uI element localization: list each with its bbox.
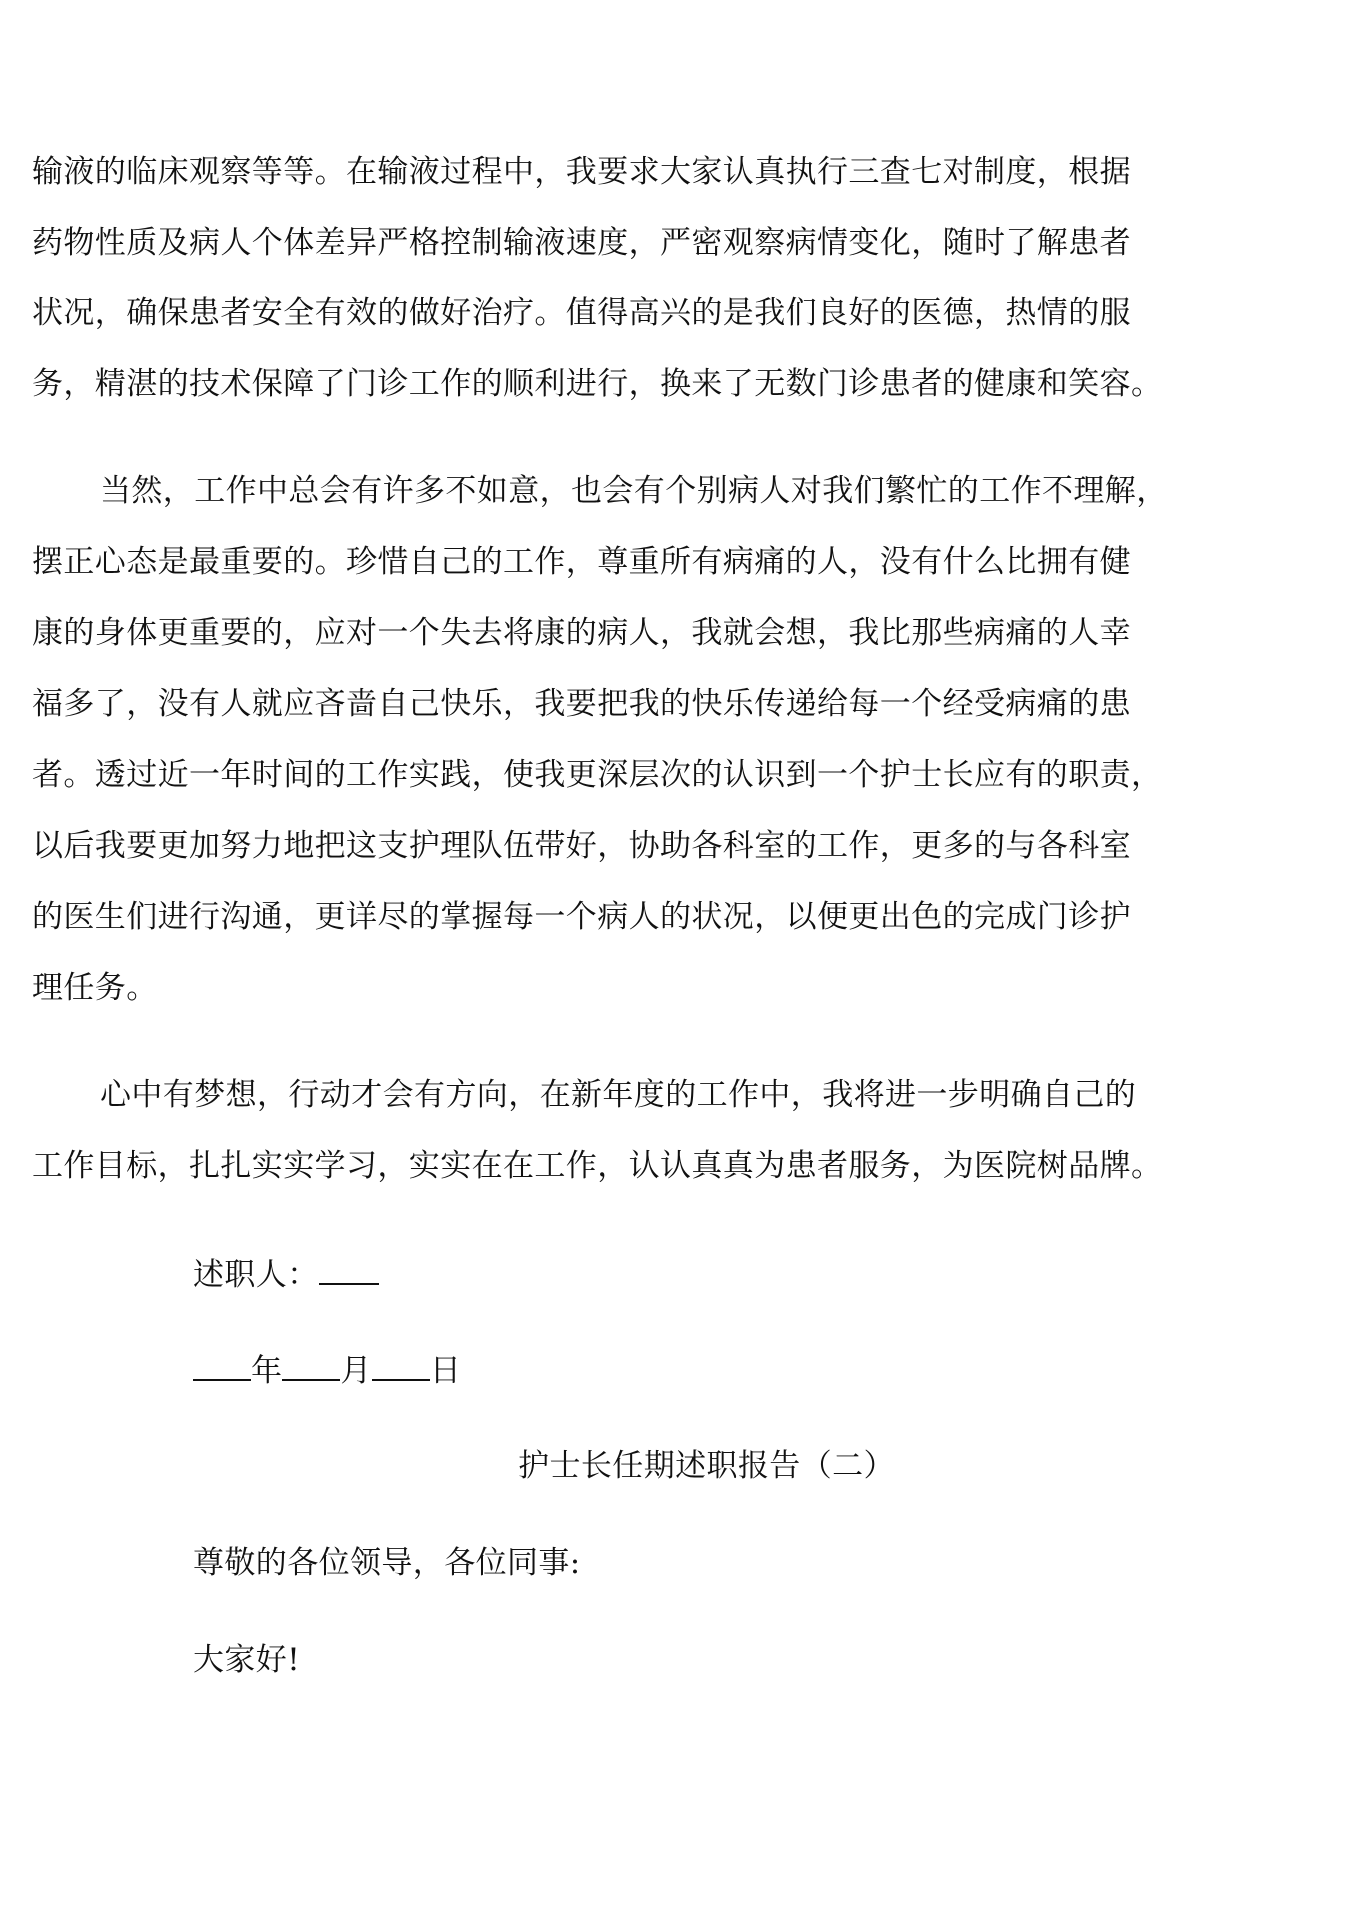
month-blank [282, 1349, 340, 1381]
paragraph-2-line-5: 者。透过近一年时间的工作实践，使我更深层次的认识到一个护士长应有的职责， [32, 757, 1163, 793]
paragraph-1-line-2: 药物性质及病人个体差异严格控制输液速度，严密观察病情变化，随时了解患者 [32, 225, 1131, 261]
paragraph-2-line-3: 康的身体更重要的，应对一个失去将康的病人，我就会想，我比那些病痛的人幸 [32, 615, 1131, 651]
year-label: 年 [251, 1353, 283, 1389]
paragraph-3-line-2: 工作目标，扎扎实实学习，实实在在工作，认认真真为患者服务，为医院树品牌。 [32, 1148, 1163, 1184]
paragraph-2-line-1: 当然，工作中总会有许多不如意，也会有个别病人对我们繁忙的工作不理解， [100, 473, 1168, 509]
day-blank [372, 1349, 430, 1381]
signature-blank [319, 1253, 379, 1285]
month-label: 月 [340, 1353, 372, 1389]
signature-label: 述职人： [193, 1257, 319, 1293]
paragraph-2-line-8: 理任务。 [32, 970, 158, 1006]
paragraph-2-line-4: 福多了，没有人就应吝啬自己快乐，我要把我的快乐传递给每一个经受病痛的患 [32, 686, 1131, 722]
section-2-title: 护士长任期述职报告（二） [518, 1448, 895, 1484]
day-label: 日 [429, 1353, 462, 1389]
signature-line [193, 1253, 1333, 1295]
paragraph-2-line-2: 摆正心态是最重要的。珍惜自己的工作，尊重所有病痛的人，没有什么比拥有健 [32, 544, 1131, 580]
year-blank [193, 1349, 251, 1381]
paragraph-2-line-6: 以后我要更加努力地把这支护理队伍带好，协助各科室的工作，更多的与各科室 [32, 828, 1131, 864]
greeting: 大家好! [193, 1642, 301, 1678]
paragraph-3-line-1: 心中有梦想，行动才会有方向，在新年度的工作中，我将进一步明确自己的 [100, 1077, 1137, 1113]
paragraph-1-line-3: 状况，确保患者安全有效的做好治疗。值得高兴的是我们良好的医德，热情的服 [32, 295, 1131, 331]
salutation: 尊敬的各位领导，各位同事: [193, 1545, 581, 1581]
paragraph-2-line-7: 的医生们进行沟通，更详尽的掌握每一个病人的状况，以便更出色的完成门诊护 [32, 899, 1131, 935]
paragraph-1-line-1: 输液的临床观察等等。在输液过程中，我要求大家认真执行三查七对制度，根据 [32, 154, 1131, 190]
paragraph-1-line-4: 务，精湛的技术保障了门诊工作的顺利进行，换来了无数门诊患者的健康和笑容。 [32, 366, 1163, 402]
date-line [193, 1349, 1333, 1391]
